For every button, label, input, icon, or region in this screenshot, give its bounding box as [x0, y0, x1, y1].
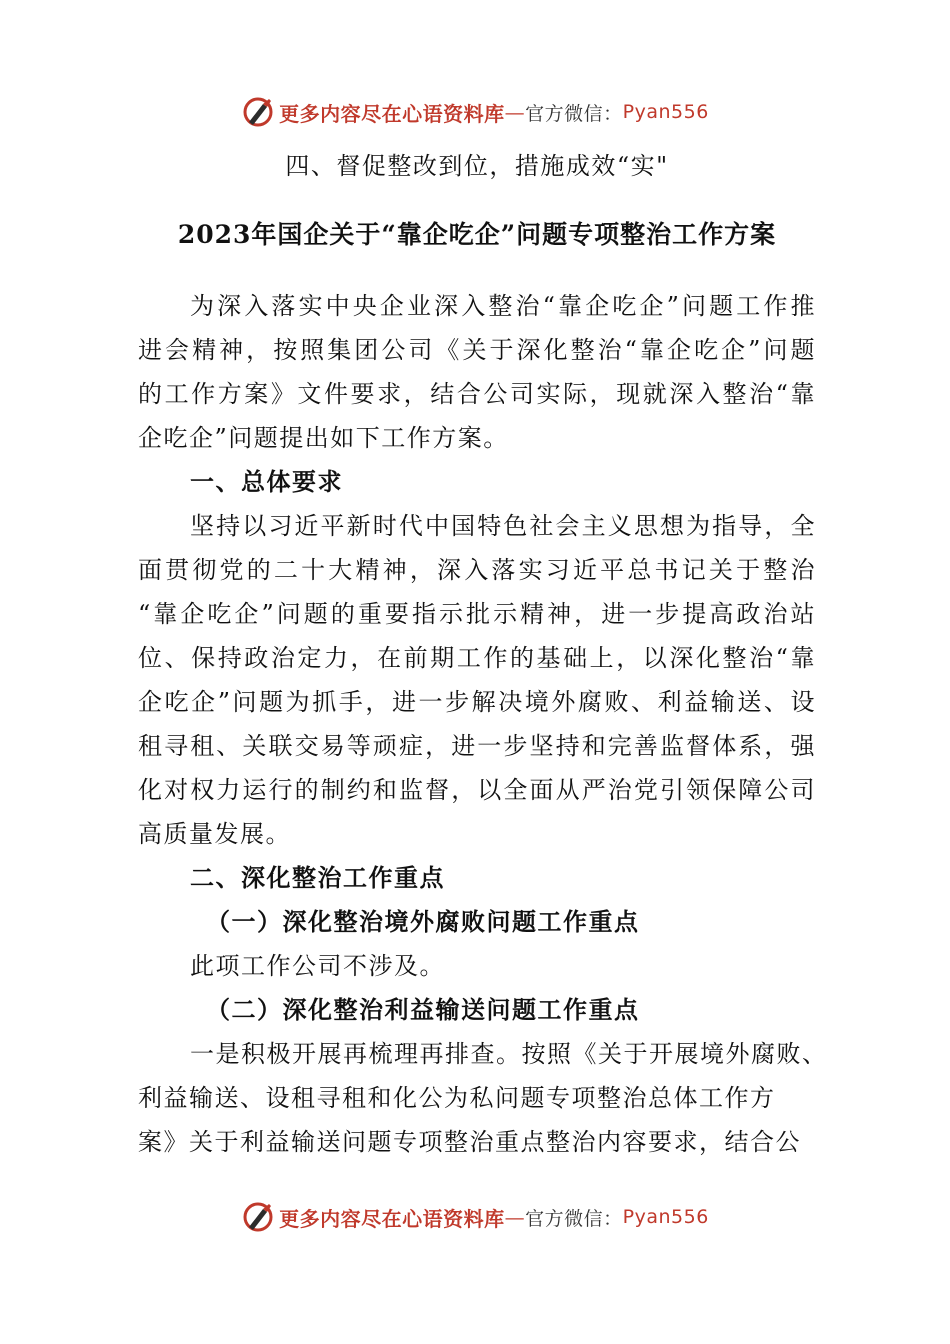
- text-line: 一是积极开展再梳理再排查。按照《关于开展境外腐败、: [190, 1040, 828, 1068]
- text-line: 化对权力运行的制约和监督，以全面从严治党引领保障公司: [138, 776, 816, 804]
- intro-paragraph: [138, 284, 816, 460]
- document-title: 2023年国企关于“靠企吃企”问题专项整治工作方案: [177, 220, 777, 249]
- subheading-overseas-corruption: （一）深化整治境外腐败问题工作重点: [206, 907, 640, 936]
- section-heading: 四、督促整改到位，措施成效“实": [285, 152, 669, 180]
- text-line: 高质量发展。: [138, 820, 291, 848]
- text-line: 企吃企”问题提出如下工作方案。: [138, 424, 509, 452]
- pen-nib-logo-icon: [241, 95, 275, 129]
- text-line: 面贯彻党的二十大精神，深入落实习近平总书记关于整治: [138, 556, 816, 584]
- watermark-id: Pyan556: [622, 101, 709, 123]
- text-line: 企吃企”问题为抓手，进一步解决境外腐败、利益输送、设: [138, 688, 816, 716]
- watermark-dash: —: [504, 100, 526, 124]
- pen-nib-logo-icon: [241, 1200, 275, 1234]
- heading-general-requirements: 一、总体要求: [190, 467, 343, 496]
- text-line: 利益输送、设租寻租和化公为私问题专项整治总体工作方: [138, 1084, 776, 1112]
- watermark-dash: —: [504, 1205, 526, 1229]
- text-line: “靠企吃企”问题的重要指示批示精神，进一步提高政治站: [138, 600, 816, 628]
- watermark-top: [0, 94, 950, 130]
- watermark-main-text: 更多内容尽在心语资料库: [279, 1206, 505, 1231]
- text-line: 坚持以习近平新时代中国特色社会主义思想为指导，全: [190, 512, 816, 540]
- text-line: 此项工作公司不涉及。: [190, 952, 445, 980]
- watermark-bottom: [0, 1199, 950, 1235]
- text-line: 的工作方案》文件要求，结合公司实际，现就深入整治“靠: [138, 380, 816, 408]
- watermark-main-text: 更多内容尽在心语资料库: [279, 101, 505, 126]
- text-line: 位、保持政治定力，在前期工作的基础上，以深化整治“靠: [138, 644, 816, 672]
- text-line: 案》关于利益输送问题专项整治重点整治内容要求，结合公: [138, 1128, 801, 1156]
- heading-rectification-focus: 二、深化整治工作重点: [190, 863, 445, 892]
- watermark-label: 官方微信：: [525, 102, 623, 125]
- watermark-label: 官方微信：: [525, 1207, 623, 1230]
- benefit-transfer-paragraph: [138, 1032, 828, 1164]
- general-requirements-paragraph: [138, 504, 816, 856]
- text-line: 进会精神，按照集团公司《关于深化整治“靠企吃企”问题: [138, 336, 816, 364]
- subheading-benefit-transfer: （二）深化整治利益输送问题工作重点: [206, 995, 640, 1024]
- text-line: 为深入落实中央企业深入整治“靠企吃企”问题工作推: [190, 292, 816, 320]
- text-line: 租寻租、关联交易等顽症，进一步坚持和完善监督体系，强: [138, 732, 816, 760]
- watermark-id: Pyan556: [622, 1206, 709, 1228]
- document-body: [138, 144, 828, 1164]
